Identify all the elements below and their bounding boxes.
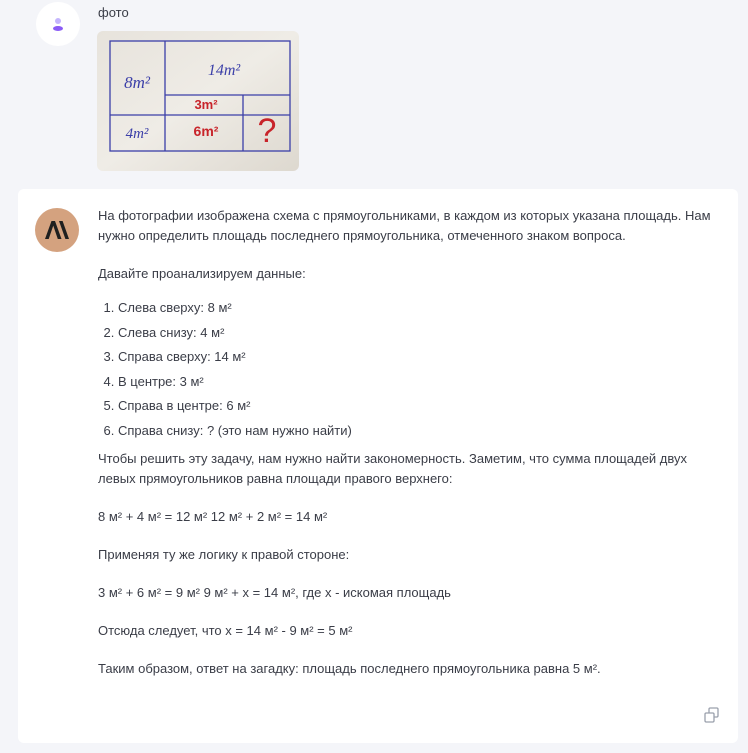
list-item: 1. Слева сверху: 8 м² [118, 298, 723, 318]
copy-button[interactable] [702, 705, 722, 725]
analyze-text: Давайте проанализируем данные: [98, 266, 306, 281]
assistant-message-card [18, 189, 738, 743]
list-item: 2. Слева снизу: 4 м² [118, 323, 723, 343]
photo-label-center-bottom: 6m² [193, 123, 219, 139]
assistant-message-body [98, 206, 723, 679]
apply-text: Применяя ту же логику к правой стороне: [98, 546, 350, 562]
list-item: 4. В центре: 3 м² [118, 372, 723, 392]
user-icon [50, 16, 66, 32]
user-message-text: фото [98, 5, 129, 20]
assistant-avatar [35, 208, 79, 252]
list-item: 6. Справа снизу: ? (это нам нужно найти) [118, 421, 723, 441]
photo-label-top-right: 14m² [207, 62, 241, 79]
conclusion-text: Таким образом, ответ на загадку: площадь последнего прямоугольника равна 5 м². [98, 660, 601, 676]
photo-label-question: ? [257, 112, 277, 150]
data-list [98, 298, 723, 441]
attached-photo[interactable] [97, 31, 299, 171]
equation-2: 3 м² + 6 м² = 9 м² 9 м² + x = 14 м², где x - искомая площадь [98, 584, 451, 600]
user-avatar [36, 2, 80, 46]
photo-label-bottom-left: 4m² [125, 126, 149, 142]
anthropic-logo-icon [43, 220, 71, 240]
list-item: 3. Справа сверху: 14 м² [118, 347, 723, 367]
intro-text: На фотографии изображена схема с прямоугольниками, в каждом из которых указана площадь. Нам нужно определить площадь последнего прямоугольника, отмеченного знаком вопроса. [98, 208, 711, 243]
pattern-text: Чтобы решить эту задачу, нам нужно найти закономерность. Заметим, что сумма площадей двух левых прямоугольников равна площади правого верхнего: [98, 450, 687, 486]
photo-label-center-top: 3m² [194, 97, 218, 112]
photo-label-top-left: 8m² [124, 73, 150, 92]
equation-1: 8 м² + 4 м² = 12 м² 12 м² + 2 м² = 14 м² [98, 508, 328, 524]
result-text: Отсюда следует, что x = 14 м² - 9 м² = 5 м² [98, 622, 353, 638]
copy-icon [702, 705, 722, 725]
list-item: 5. Справа в центре: 6 м² [118, 396, 723, 416]
